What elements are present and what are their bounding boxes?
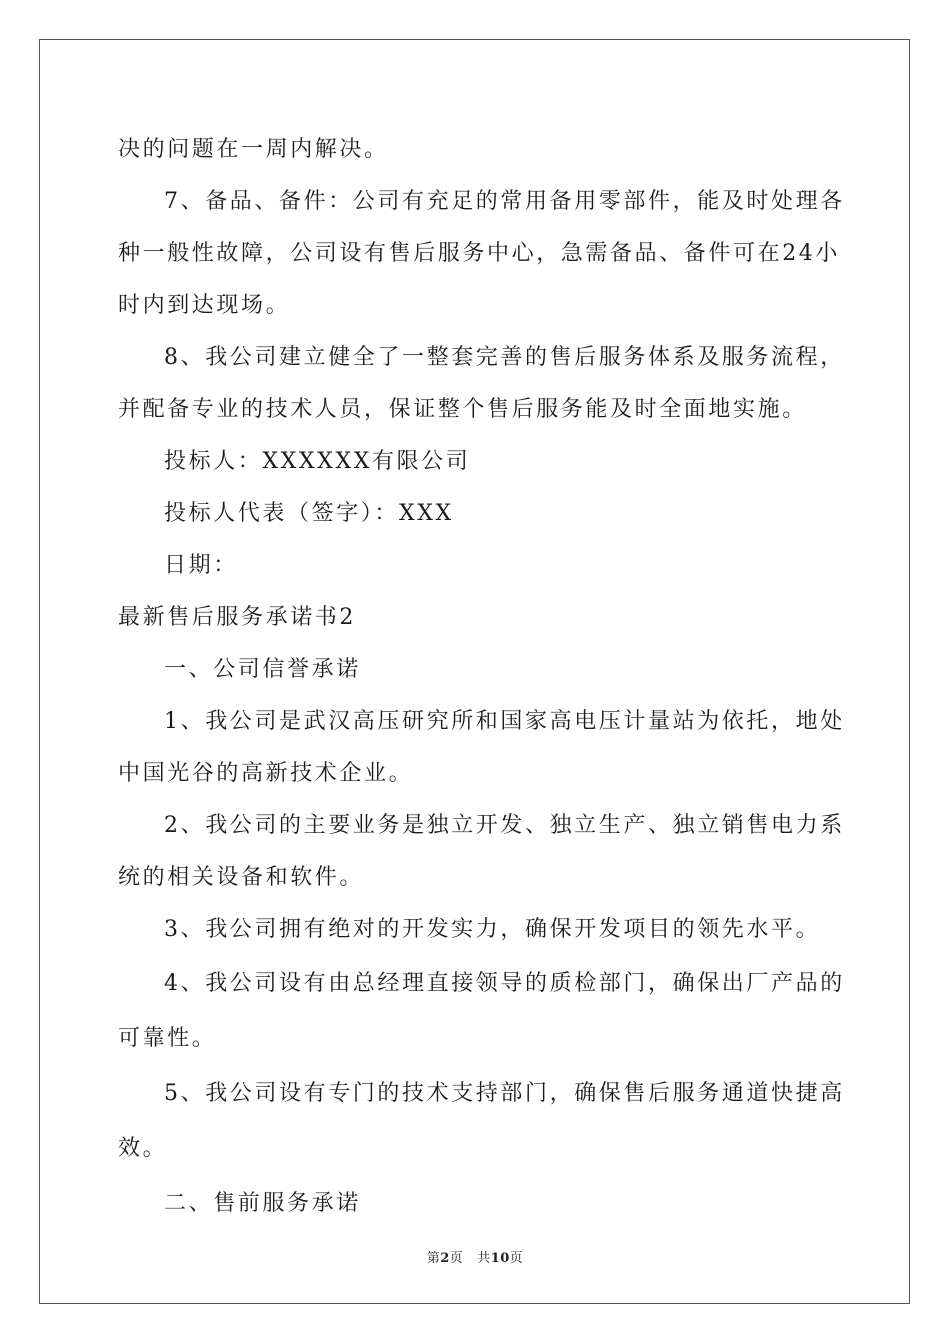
item-2-line-2: 统的相关设备和软件。: [118, 865, 365, 890]
date-label: 日期：: [164, 553, 238, 578]
bidder-name: 投标人：XXXXXX有限公司: [164, 449, 471, 474]
bidder-representative: 投标人代表（签字）：XXX: [164, 501, 454, 526]
page-footer: [0, 1247, 950, 1266]
item-2: 2、我公司的主要业务是独立开发、独立生产、独立销售电力系: [164, 813, 845, 838]
item-4: 4、我公司设有由总经理直接领导的质检部门，确保出厂产品的: [164, 971, 845, 996]
item-4-line-2: 可靠性。: [118, 1026, 217, 1051]
item-5: 5、我公司设有专门的技术支持部门，确保售后服务通道快捷高: [164, 1081, 845, 1106]
paragraph-service-system-line-2: 并配备专业的技术人员，保证整个售后服务能及时全面地实施。: [118, 397, 807, 422]
paragraph-spare-parts: 7、备品、备件：公司有充足的常用备用零部件，能及时处理各: [164, 189, 845, 214]
total-suffix: 页: [509, 1251, 524, 1266]
text-line-continuation: 决的问题在一周内解决。: [118, 137, 389, 162]
item-3: 3、我公司拥有绝对的开发实力，确保开发项目的领先水平。: [164, 917, 821, 942]
total-pages: 10: [490, 1251, 510, 1266]
paragraph-service-system: 8、我公司建立健全了一整套完善的售后服务体系及服务流程，: [164, 345, 845, 370]
paragraph-spare-parts-line-3: 时内到达现场。: [118, 293, 291, 318]
document-body: [118, 124, 845, 1231]
paragraph-spare-parts-line-2: 种一般性故障，公司设有售后服务中心，急需备品、备件可在24小: [118, 241, 840, 266]
item-1-line-2: 中国光谷的高新技术企业。: [118, 761, 414, 786]
heading-presales-commitment: 二、售前服务承诺: [164, 1191, 361, 1216]
page-number: 2: [440, 1251, 450, 1266]
total-prefix: 共: [477, 1251, 491, 1266]
item-1: 1、我公司是武汉高压研究所和国家高电压计量站为依托，地处: [164, 709, 845, 734]
item-5-line-2: 效。: [118, 1136, 168, 1161]
page-suffix: 页: [449, 1251, 464, 1266]
section-title: 最新售后服务承诺书2: [118, 605, 356, 630]
page-prefix: 第: [426, 1251, 441, 1266]
heading-credit-commitment: 一、公司信誉承诺: [164, 657, 361, 682]
